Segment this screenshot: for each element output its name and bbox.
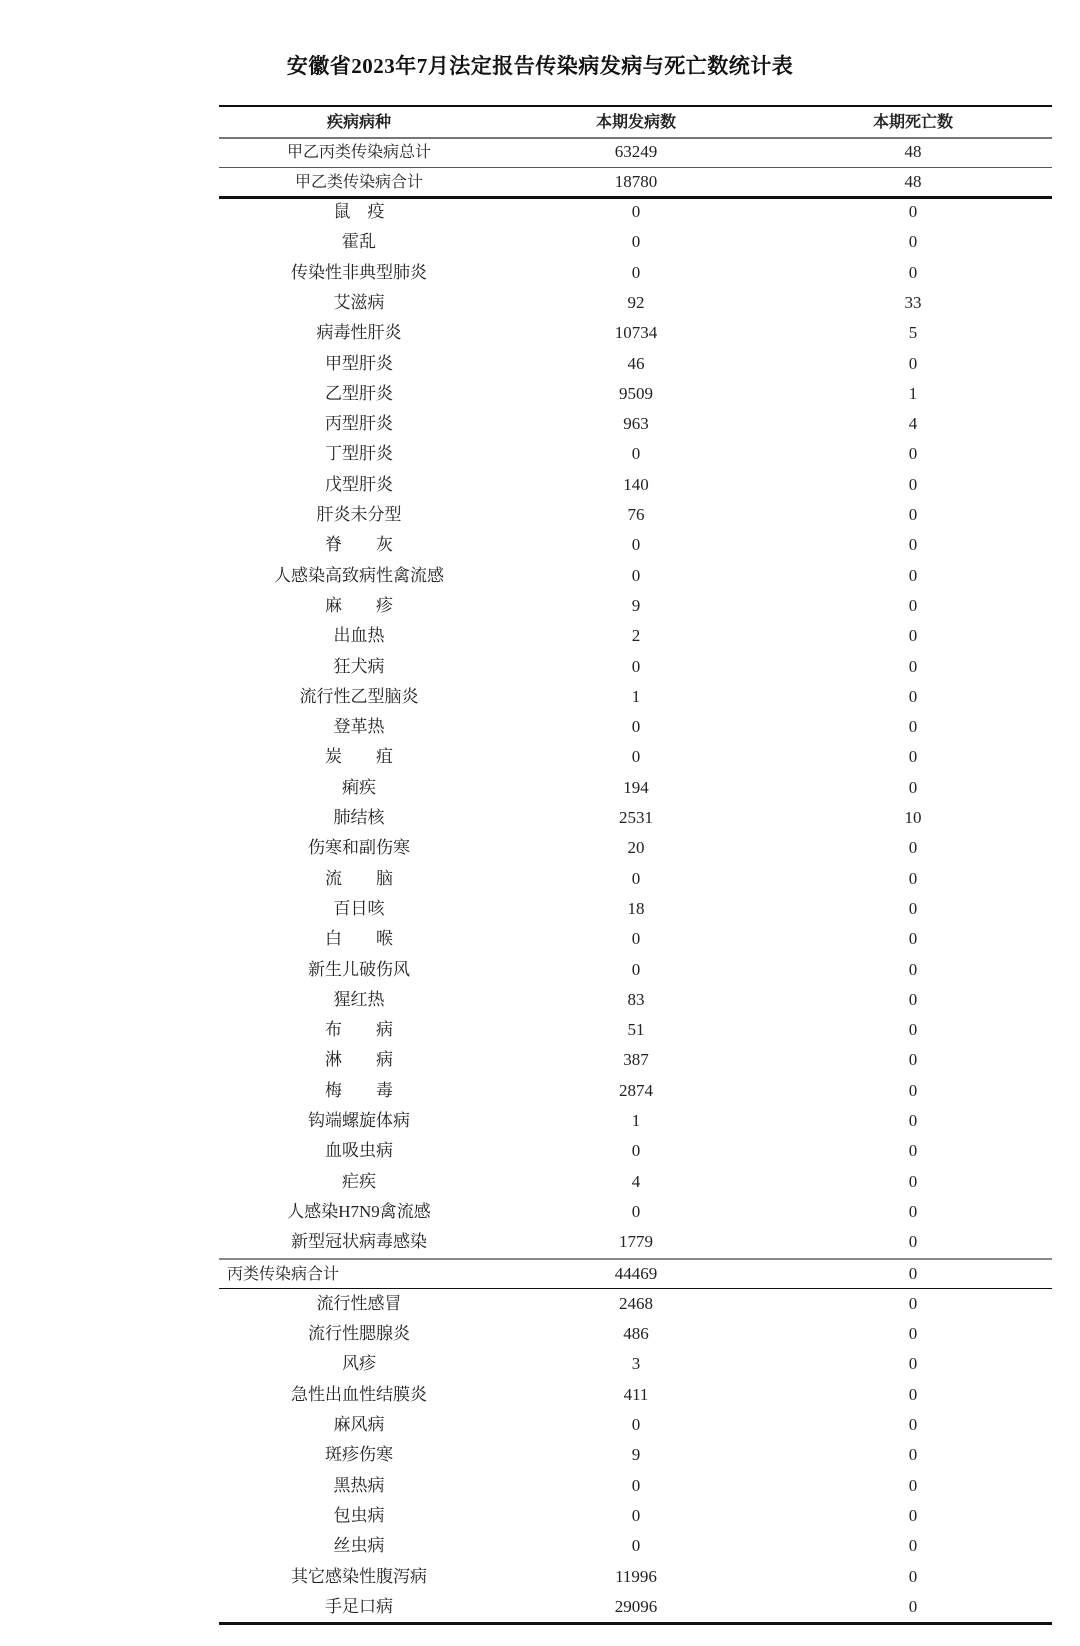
table-row: [219, 1531, 1052, 1561]
cases-cell: 0: [631, 232, 641, 252]
deaths-cell: 33: [904, 292, 922, 312]
disease-name-cell: 伤寒和副伤寒: [308, 838, 410, 858]
page-title: 安徽省2023年7月法定报告传染病发病与死亡数统计表: [286, 54, 794, 78]
disease-name-cell: 丙类传染病合计: [227, 1263, 340, 1283]
deaths-cell: 0: [908, 232, 918, 252]
disease-name-cell: 脊 灰: [325, 535, 393, 555]
deaths-cell: 0: [908, 353, 918, 373]
table-row: [219, 1106, 1052, 1136]
deaths-cell: 0: [908, 444, 918, 464]
deaths-cell: 0: [908, 686, 918, 706]
disease-name-cell: 新型冠状病毒感染: [291, 1232, 427, 1252]
table-row: [219, 803, 1052, 833]
deaths-cell: 1: [908, 383, 918, 403]
disease-name-cell: 风疹: [342, 1354, 376, 1374]
cases-cell: 194: [623, 777, 649, 797]
cases-cell: 0: [631, 444, 641, 464]
table-row: [219, 1227, 1052, 1257]
disease-name-cell: 病毒性肝炎: [316, 323, 402, 343]
cases-cell: 2468: [619, 1293, 653, 1313]
cases-cell: 4: [631, 1171, 641, 1191]
disease-name-cell: 艾滋病: [333, 292, 385, 312]
disease-name-cell: 甲乙丙类传染病总计: [286, 142, 431, 161]
total-row: [219, 137, 1052, 167]
cases-cell: 0: [631, 868, 641, 888]
table-row: [219, 197, 1052, 227]
deaths-cell: 0: [908, 595, 918, 615]
disease-name-cell: 丁型肝炎: [325, 444, 393, 464]
cases-cell: 0: [631, 656, 641, 676]
cases-cell: 0: [631, 262, 641, 282]
deaths-cell: 0: [908, 1020, 918, 1040]
disease-name-cell: 梅 毒: [325, 1080, 393, 1100]
deaths-cell: 0: [908, 959, 918, 979]
deaths-cell: 0: [908, 202, 918, 221]
disease-name-cell: 肝炎未分型: [316, 505, 402, 524]
deaths-cell: 0: [908, 1263, 918, 1283]
cases-cell: 1: [631, 686, 641, 706]
cases-cell: 0: [631, 1141, 641, 1161]
disease-name-cell: 鼠 疫: [333, 202, 385, 221]
cases-cell: 0: [631, 747, 641, 767]
disease-name-cell: 疾病病种: [326, 112, 391, 131]
deaths-cell: 0: [908, 262, 918, 282]
cases-cell: 83: [627, 989, 645, 1009]
table-row: [219, 1167, 1052, 1197]
disease-name-cell: 白 喉: [325, 929, 393, 949]
table-row: [219, 1440, 1052, 1470]
disease-name-cell: 登革热: [333, 717, 385, 737]
disease-name-cell: 黑热病: [333, 1475, 385, 1495]
disease-name-cell: 猩红热: [333, 989, 385, 1009]
table-row: [219, 742, 1052, 772]
deaths-cell: 0: [908, 838, 918, 858]
deaths-cell: 0: [908, 1141, 918, 1161]
disease-name-cell: 新生儿破伤风: [308, 959, 410, 979]
table-row: [219, 1136, 1052, 1166]
cases-cell: 2: [631, 626, 641, 646]
cases-cell: 0: [631, 1505, 641, 1525]
table-row: [219, 1289, 1052, 1319]
cases-cell: 20: [627, 838, 645, 858]
disease-name-cell: 甲型肝炎: [325, 353, 393, 373]
disease-name-cell: 戊型肝炎: [325, 474, 393, 494]
table-row: [219, 1410, 1052, 1440]
deaths-cell: 0: [908, 1445, 918, 1465]
table-row: [219, 561, 1052, 591]
cases-cell: 0: [631, 535, 641, 555]
deaths-cell: 0: [908, 1050, 918, 1070]
disease-name-cell: 急性出血性结膜炎: [291, 1384, 427, 1404]
disease-name-cell: 布 病: [325, 1020, 393, 1040]
table-row: [219, 379, 1052, 409]
deaths-cell: 0: [908, 1384, 918, 1404]
table-row: [219, 682, 1052, 712]
disease-name-cell: 霍乱: [342, 232, 376, 252]
disease-name-cell: 丝虫病: [333, 1536, 385, 1556]
table-row: [219, 894, 1052, 924]
cases-cell: 0: [631, 202, 641, 221]
cases-cell: 18780: [614, 172, 658, 191]
deaths-cell: 0: [908, 505, 918, 524]
cases-cell: 2874: [619, 1080, 653, 1100]
table-row: [219, 227, 1052, 257]
table-row: [219, 712, 1052, 742]
table-row: [219, 985, 1052, 1015]
cases-cell: 1: [631, 1111, 641, 1130]
disease-name-cell: 流行性腮腺炎: [308, 1324, 410, 1344]
disease-name-cell: 人感染H7N9禽流感: [287, 1201, 431, 1221]
table-row: [219, 1501, 1052, 1531]
disease-name-cell: 钩端螺旋体病: [308, 1111, 410, 1130]
deaths-cell: 0: [908, 1566, 918, 1586]
cases-cell: 963: [623, 414, 649, 434]
cases-cell: 2531: [619, 808, 653, 827]
deaths-cell: 5: [908, 323, 918, 343]
cases-cell: 1779: [619, 1232, 653, 1252]
table-row: [219, 530, 1052, 560]
disease-name-cell: 传染性非典型肺炎: [291, 262, 427, 282]
table-row: [219, 924, 1052, 954]
table-row: [219, 591, 1052, 621]
table-row: [219, 833, 1052, 863]
cases-cell: 11996: [615, 1566, 657, 1586]
deaths-cell: 0: [908, 898, 918, 918]
disease-name-cell: 人感染高致病性禽流感: [274, 565, 444, 585]
table-row: [219, 864, 1052, 894]
cases-cell: 486: [623, 1324, 649, 1344]
deaths-cell: 0: [908, 1536, 918, 1556]
deaths-cell: 0: [908, 747, 918, 767]
cases-cell: 3: [631, 1354, 641, 1374]
table-row: [219, 1471, 1052, 1501]
cases-cell: 0: [631, 1536, 641, 1556]
disease-name-cell: 淋 病: [325, 1050, 393, 1070]
cases-cell: 51: [627, 1020, 645, 1040]
cases-cell: 18: [627, 898, 645, 918]
class-c-total-row: [219, 1259, 1052, 1289]
deaths-cell: 0: [908, 1232, 918, 1252]
deaths-cell: 0: [908, 989, 918, 1009]
table-row: [219, 955, 1052, 985]
table-row: [219, 1319, 1052, 1349]
deaths-cell: 0: [908, 717, 918, 737]
cases-cell: 29096: [614, 1596, 658, 1616]
table-row: [219, 318, 1052, 348]
cases-cell: 92: [627, 292, 645, 312]
cases-cell: 0: [631, 1415, 641, 1434]
table-row: [219, 1380, 1052, 1410]
deaths-cell: 0: [908, 535, 918, 555]
cases-cell: 0: [631, 717, 641, 737]
cases-cell: 411: [623, 1384, 649, 1404]
disease-name-cell: 甲乙类传染病合计: [294, 172, 423, 191]
cases-cell: 76: [627, 505, 645, 524]
table-row: [219, 349, 1052, 379]
table-row: [219, 773, 1052, 803]
disease-name-cell: 流 脑: [325, 868, 393, 888]
disease-name-cell: 百日咳: [333, 898, 385, 918]
cases-cell: 本期发病数: [595, 112, 676, 131]
deaths-cell: 0: [908, 1080, 918, 1100]
disease-name-cell: 炭 疽: [325, 747, 393, 767]
table-row: [219, 621, 1052, 651]
cases-cell: 0: [631, 929, 641, 949]
deaths-cell: 0: [908, 626, 918, 646]
disease-name-cell: 麻风病: [333, 1415, 385, 1434]
cases-cell: 387: [623, 1050, 649, 1070]
disease-name-cell: 肺结核: [333, 808, 385, 827]
disease-name-cell: 斑疹伤寒: [325, 1445, 393, 1465]
cases-cell: 0: [631, 1475, 641, 1495]
cases-cell: 63249: [614, 142, 658, 161]
disease-name-cell: 狂犬病: [333, 656, 385, 676]
deaths-cell: 0: [908, 1415, 918, 1434]
disease-name-cell: 丙型肝炎: [325, 414, 393, 434]
disease-name-cell: 流行性乙型脑炎: [299, 686, 419, 706]
deaths-cell: 0: [908, 565, 918, 585]
disease-name-cell: 血吸虫病: [325, 1141, 393, 1161]
deaths-cell: 0: [908, 1324, 918, 1344]
cases-cell: 46: [627, 353, 645, 373]
disease-name-cell: 疟疾: [342, 1171, 376, 1191]
table-row: [219, 409, 1052, 439]
disease-name-cell: 流行性感冒: [316, 1293, 402, 1313]
deaths-cell: 48: [904, 142, 922, 161]
deaths-cell: 0: [908, 1596, 918, 1616]
disease-name-cell: 麻 疹: [325, 595, 393, 615]
table-row: [219, 1015, 1052, 1045]
cases-cell: 9509: [619, 383, 653, 403]
cases-cell: 9: [631, 595, 641, 615]
table-row: [219, 1562, 1052, 1592]
deaths-cell: 0: [908, 1171, 918, 1191]
deaths-cell: 48: [904, 172, 922, 191]
disease-name-cell: 痢疾: [342, 777, 376, 797]
table-row: [219, 1045, 1052, 1075]
disease-name-cell: 其它感染性腹泻病: [291, 1566, 427, 1586]
table-row: [219, 439, 1052, 469]
table-row: [219, 1349, 1052, 1379]
table-row: [219, 470, 1052, 500]
cases-cell: 0: [631, 959, 641, 979]
deaths-cell: 本期死亡数: [872, 112, 953, 131]
deaths-cell: 4: [908, 414, 918, 434]
table-row: [219, 1197, 1052, 1227]
disease-name-cell: 包虫病: [333, 1505, 385, 1525]
disease-name-cell: 出血热: [333, 626, 385, 646]
deaths-cell: 0: [908, 1293, 918, 1313]
deaths-cell: 0: [908, 1111, 918, 1130]
table-row: [219, 258, 1052, 288]
deaths-cell: 0: [908, 868, 918, 888]
table-header-row: [219, 107, 1052, 137]
deaths-cell: 0: [908, 1475, 918, 1495]
deaths-cell: 0: [908, 1505, 918, 1525]
table-row: [219, 288, 1052, 318]
deaths-cell: 0: [908, 474, 918, 494]
cases-cell: 140: [623, 474, 649, 494]
disease-name-cell: 乙型肝炎: [325, 383, 393, 403]
cases-cell: 0: [631, 1201, 641, 1221]
table-row: [219, 1076, 1052, 1106]
cases-cell: 10734: [614, 323, 658, 343]
table-row: [219, 652, 1052, 682]
deaths-cell: 10: [904, 808, 922, 827]
class-ab-total-row: [219, 167, 1052, 197]
deaths-cell: 0: [908, 656, 918, 676]
cases-cell: 9: [631, 1445, 641, 1465]
deaths-cell: 0: [908, 1354, 918, 1374]
table-row: [219, 500, 1052, 530]
deaths-cell: 0: [908, 1201, 918, 1221]
deaths-cell: 0: [908, 929, 918, 949]
cases-cell: 0: [631, 565, 641, 585]
disease-name-cell: 手足口病: [325, 1596, 393, 1616]
table-bottom-rule: [219, 1622, 1052, 1625]
table-row: [219, 1592, 1052, 1622]
deaths-cell: 0: [908, 777, 918, 797]
cases-cell: 44469: [614, 1263, 658, 1283]
